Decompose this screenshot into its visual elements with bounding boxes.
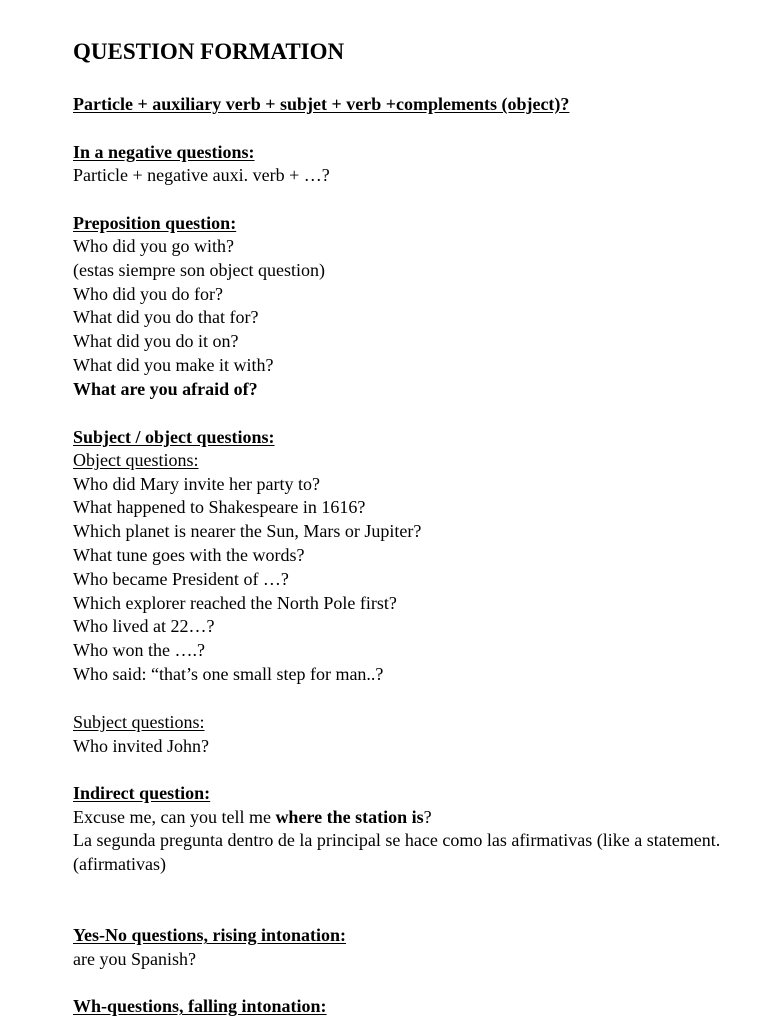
object-question-line: Who did Mary invite her party to? [73,474,320,494]
negative-text: Particle + negative auxi. verb + …? [73,165,330,185]
indirect-paragraph: La segunda pregunta dentro de la principal se hace como las afirmativas (like a statement. (afirmativas) [73,830,721,874]
object-question-line: Who became President of …? [73,569,289,589]
preposition-line: (estas siempre son object question) [73,260,325,280]
preposition-line: What did you make it with? [73,355,274,375]
subject-object-heading: Subject / object questions: [73,427,275,447]
yes-no-text: are you Spanish? [73,949,196,969]
preposition-line: What did you do it on? [73,331,239,351]
object-question-line: What tune goes with the words? [73,545,305,565]
wh-heading: Wh-questions, falling intonation: [73,996,327,1016]
indirect-example-start: Excuse me, can you tell me [73,807,276,827]
subject-question-line: Who invited John? [73,736,209,756]
indirect-heading: Indirect question: [73,783,211,803]
object-question-line: What happened to Shakespeare in 1616? [73,497,366,517]
preposition-bold-line: What are you afraid of? [73,379,258,399]
negative-heading: In a negative questions: [73,142,255,162]
page-title: QUESTION FORMATION [73,39,345,64]
object-questions-heading: Object questions: [73,450,199,470]
formula-heading: Particle + auxiliary verb + subjet + verb +complements (object)? [73,94,570,114]
subject-questions-heading: Subject questions: [73,712,205,732]
preposition-line: Who did you go with? [73,236,234,256]
indirect-example [73,806,432,828]
object-question-line: Which explorer reached the North Pole first? [73,593,397,613]
yes-no-heading: Yes-No questions, rising intonation: [73,925,347,945]
object-question-line: Who won the ….? [73,640,205,660]
preposition-line: Who did you do for? [73,284,223,304]
preposition-line: What did you do that for? [73,307,259,327]
indirect-example-end: ? [423,807,432,827]
indirect-example-bold: where the station is [275,807,424,827]
preposition-heading: Preposition question: [73,213,237,233]
object-question-line: Who said: “that’s one small step for man..? [73,664,384,684]
object-question-line: Who lived at 22…? [73,616,215,636]
object-question-line: Which planet is nearer the Sun, Mars or Jupiter? [73,521,422,541]
